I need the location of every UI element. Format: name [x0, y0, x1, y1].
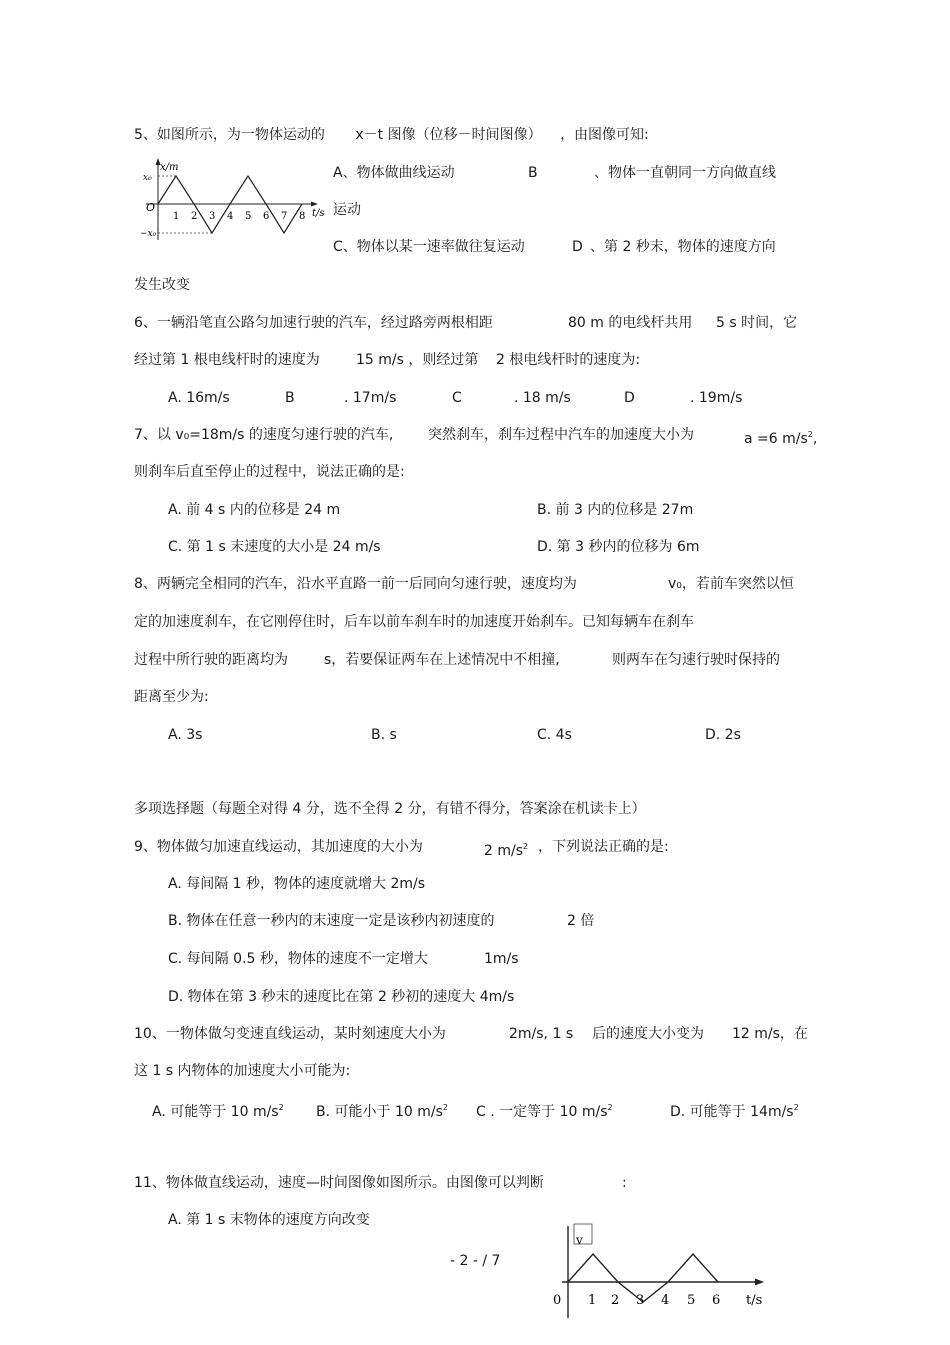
q5-option-a: A、物体做曲线运动 — [333, 165, 455, 181]
q5-option-d: 、第 2 秒末，物体的速度方向 — [590, 239, 776, 255]
q8-stem-line4: 距离至少为: — [134, 689, 209, 705]
q7-option-c: C. 第 1 s 末速度的大小是 24 m/s — [168, 539, 381, 555]
q5-stem: 5、如图所示，为一物体运动的 x－t 图像（位移－时间图像） ，由图像可知: — [134, 127, 649, 143]
q5-graph-tick: 6 — [263, 211, 270, 222]
q7-stem-line1: 7、以 v₀=18m/s 的速度匀速行驶的汽车, — [134, 427, 394, 443]
q6-stem-line2: 经过第 1 根电线杆时的速度为 — [134, 352, 320, 368]
q10-stem-line1b: 2m/s, 1 s — [509, 1026, 574, 1042]
q8-option-d: D. 2s — [705, 727, 741, 743]
q11-vt-graph — [548, 1222, 772, 1322]
q5-graph-x0: x₀ — [143, 173, 152, 183]
q8-option-a: A. 3s — [168, 727, 203, 743]
q6-stem-line1: 6、一辆沿笔直公路匀加速行驶的汽车，经过路旁两根相距 — [134, 315, 493, 331]
q10-stem-line2: 这 1 s 内物体的加速度大小可能为: — [134, 1063, 351, 1079]
q6-option-b: . 17m/s — [344, 390, 397, 406]
q5-option-c: C、物体以某一速率做往复运动 — [333, 239, 525, 255]
q5-graph-tick: 5 — [245, 211, 252, 222]
q11-graph-tick: 6 — [712, 1293, 721, 1308]
q6-stem-line2b: 15 m/s ，则经过第 — [356, 352, 479, 368]
q7-stem-line2: 则刹车后直至停止的过程中，说法正确的是: — [134, 464, 405, 480]
q11-graph-t-label: t/s — [746, 1293, 763, 1308]
q6-option-c-letter: C — [452, 390, 462, 406]
q11-option-a: A. 第 1 s 末物体的速度方向改变 — [168, 1212, 370, 1228]
q10-option-b: B. 可能小于 10 $m/s^2$ — [316, 1103, 448, 1120]
q10-option-c: C . 一定等于 10 $m/s^2$ — [476, 1103, 613, 1120]
q9-option-c: C. 每间隔 0.5 秒，物体的速度不一定增大 — [168, 951, 428, 967]
q11-graph-tick: 4 — [661, 1293, 670, 1308]
q9-option-a: A. 每间隔 1 秒，物体的速度就增大 2m/s — [168, 876, 426, 892]
q8-stem-line1: 8、两辆完全相同的汽车，沿水平直路一前一后同向匀速行驶，速度均为 — [134, 576, 577, 592]
q6-stem-line2c: 2 根电线杆时的速度为: — [496, 352, 641, 368]
q11-graph-tick: 3 — [636, 1293, 645, 1308]
page-number: - 2 - / 7 — [450, 1253, 501, 1269]
q11-graph-v-label: v — [576, 1233, 583, 1247]
q8-option-c: C. 4s — [537, 727, 572, 743]
q9-acceleration: 2 $m/s^2$ — [484, 842, 529, 859]
q5-graph-y-label: x/m — [160, 162, 179, 173]
q5-option-b-letter: B — [528, 165, 538, 181]
q6-option-d-letter: D — [624, 390, 635, 406]
q10-option-a: A. 可能等于 10 $m/s^2$ — [152, 1103, 284, 1120]
q6-option-b-letter: B — [285, 390, 295, 406]
q6-stem-line1b: 80 m 的电线杆共用 — [568, 315, 693, 331]
q5-graph-tick: 1 — [173, 211, 180, 222]
q7-stem-line1b: 突然刹车，刹车过程中汽车的加速度大小为 — [428, 427, 694, 443]
q9-option-c-tail: 1m/s — [484, 951, 519, 967]
q8-stem-line2: 定的加速度刹车，在它刚停住时，后车以前车刹车时的加速度开始刹车。已知每辆车在刹车 — [134, 614, 694, 630]
q9-stem: 9、物体做匀加速直线运动，其加速度的大小为 — [134, 839, 423, 855]
q9-option-b: B. 物体在任意一秒内的末速度一定是该秒内初速度的 — [168, 913, 495, 929]
q5-graph-neg-x0: −x₀ — [140, 229, 157, 239]
q8-option-b: B. s — [371, 727, 397, 743]
q5-option-d-letter: D — [572, 239, 583, 255]
q8-stem-line3: 过程中所行驶的距离均为 — [134, 652, 288, 668]
q5-option-b: 、物体一直朝同一方向做直线 — [594, 165, 776, 181]
q11-graph-origin: 0 — [553, 1293, 562, 1308]
q5-graph-tick: 4 — [227, 211, 234, 222]
q11-stem: 11、物体做直线运动，速度—时间图像如图所示。由图像可以判断 — [134, 1175, 544, 1191]
q5-graph-origin: O — [146, 201, 156, 214]
q6-option-a: A. 16m/s — [168, 390, 230, 406]
q7-acceleration: a =6 $m/s^2$, — [744, 430, 818, 447]
q5-graph-x-label: t/s — [312, 208, 325, 219]
q11-stem-colon: : — [622, 1175, 627, 1191]
q5-option-b-cont: 运动 — [333, 202, 361, 218]
q9-stem-tail: ，下列说法正确的是: — [538, 839, 669, 855]
q6-option-d: . 19m/s — [690, 390, 743, 406]
q11-graph-tick: 1 — [588, 1293, 597, 1308]
q7-option-b: B. 前 3 内的位移是 27m — [537, 502, 694, 518]
q11-graph-tick: 5 — [687, 1293, 696, 1308]
q5-xt-graph — [136, 156, 332, 242]
q5-option-d-cont: 发生改变 — [134, 277, 190, 293]
q5-graph-tick: 2 — [191, 211, 198, 222]
q5-graph-tick: 8 — [299, 211, 306, 222]
q5-graph-tick: 3 — [209, 211, 216, 222]
q6-option-c: . 18 m/s — [514, 390, 571, 406]
q10-stem-line1: 10、一物体做匀变速直线运动，某时刻速度大小为 — [134, 1026, 446, 1042]
q10-option-d: D. 可能等于 $14m/s^2$ — [670, 1103, 799, 1120]
q9-option-b-tail: 2 倍 — [567, 913, 595, 929]
q8-stem-line1b: v₀，若前车突然以恒 — [668, 576, 794, 592]
q7-option-d: D. 第 3 秒内的位移为 6m — [537, 539, 700, 555]
q10-stem-line1c: 后的速度大小变为 — [592, 1026, 704, 1042]
q8-stem-line3b: s，若要保证两车在上述情况中不相撞, — [324, 652, 560, 668]
q5-graph-tick: 7 — [281, 211, 288, 222]
q10-stem-line1d: 12 m/s，在 — [732, 1026, 808, 1042]
q11-graph-tick: 2 — [611, 1293, 620, 1308]
q6-stem-line1c: 5 s 时间，它 — [716, 315, 798, 331]
multi-choice-heading: 多项选择题（每题全对得 4 分，选不全得 2 分，有错不得分，答案涂在机读卡上） — [134, 801, 646, 817]
q9-option-d: D. 物体在第 3 秒末的速度比在第 2 秒初的速度大 4m/s — [168, 989, 515, 1005]
q8-stem-line3c: 则两车在匀速行驶时保持的 — [612, 652, 780, 668]
q7-option-a: A. 前 4 s 内的位移是 24 m — [168, 502, 341, 518]
